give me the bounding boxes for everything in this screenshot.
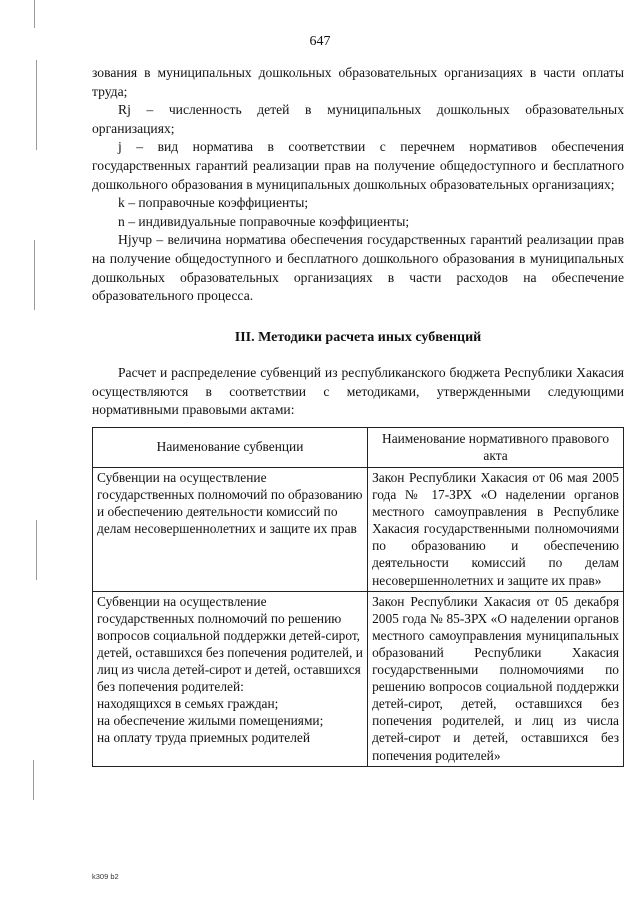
table-row [93,591,624,766]
section-title: III. Методики расчета иных субвенций [234,330,482,345]
paragraph: n – индивидуальные поправочные коэффициенты; [118,213,410,229]
subventions-table [92,427,624,767]
definitions-block [92,64,624,306]
scan-edge-mark [34,0,35,28]
subvention-text: Субвенции на осуществление государственных полномочий по решению вопросов социальной поддержки детей-сирот, детей, оставшихся без попечения родителей, и лиц из числа детей-сирот и детей, оставшихся без попечения родителей: [97,593,363,695]
act-cell: Закон Республики Хакасия от 06 мая 2005 года № 17-ЗРХ «О наделении органов местного самоуправления в Республике Хакасия государственными полномочиями по образованию и обеспечению деятельности комиссий по делам несовершеннолетних и защите их прав» [368,468,624,592]
paragraph: Rj – численность детей в муниципальных дошкольных образовательных организациях; [92,102,624,136]
table-row [93,468,624,592]
paragraph: Hjучр – величина норматива обеспечения государственных гарантий реализации прав на получение общедоступного и бесплатного дошкольного образования в муниципальных дошкольных образовательных организациях в части расходов на обеспечение образовательного процесса. [92,232,624,304]
act-cell: Закон Республики Хакасия от 05 декабря 2005 года № 85-ЗРХ «О наделении органов местного самоуправления муниципальных образований Республики Хакасия государственными полномочиями по решению вопросов социальной поддержки детей-сирот, детей, оставшихся без попечения родителей, и лиц из числа детей-сирот и детей, оставшихся без попечения родителей» [368,591,624,766]
intro-paragraph-block [92,364,624,420]
table-header-cell: Наименование нормативного правового акта [368,428,624,468]
scan-edge-mark [36,520,37,580]
intro-paragraph: Расчет и распределение субвенций из республиканского бюджета Республики Хакасия осуществляются в соответствии с методиками, утвержденными следующими нормативными правовыми актами: [92,365,624,418]
scan-edge-mark [34,240,35,310]
scan-edge-mark [36,60,37,150]
page-number: 647 [309,34,331,49]
paragraph: k – поправочные коэффициенты; [118,195,309,211]
paragraph: j – вид норматива в соответствии с перечнем нормативов обеспечения государственных гарантий реализации прав на получение общедоступного и бесплатного дошкольного образования в муниципальных дошкольных образовательных организациях; [92,139,624,192]
subvention-text: Субвенции на осуществление государственных полномочий по образованию и обеспечению деятельности комиссий по делам несовершеннолетних и защите их прав [97,470,363,537]
paragraph: зования в муниципальных дошкольных образовательных организациях в части оплаты труда; [92,65,624,99]
subvention-text: на обеспечение жилыми помещениями; [97,713,324,729]
subvention-cell [93,468,368,592]
footer-code: k309 b2 [92,872,119,881]
subvention-cell [93,591,368,766]
table-header-row [93,428,624,468]
scan-edge-mark [33,760,34,800]
subvention-text: находящихся в семьях граждан; [97,696,279,712]
subvention-text: на оплату труда приемных родителей [97,730,311,746]
table-header-cell: Наименование субвенции [93,428,368,468]
